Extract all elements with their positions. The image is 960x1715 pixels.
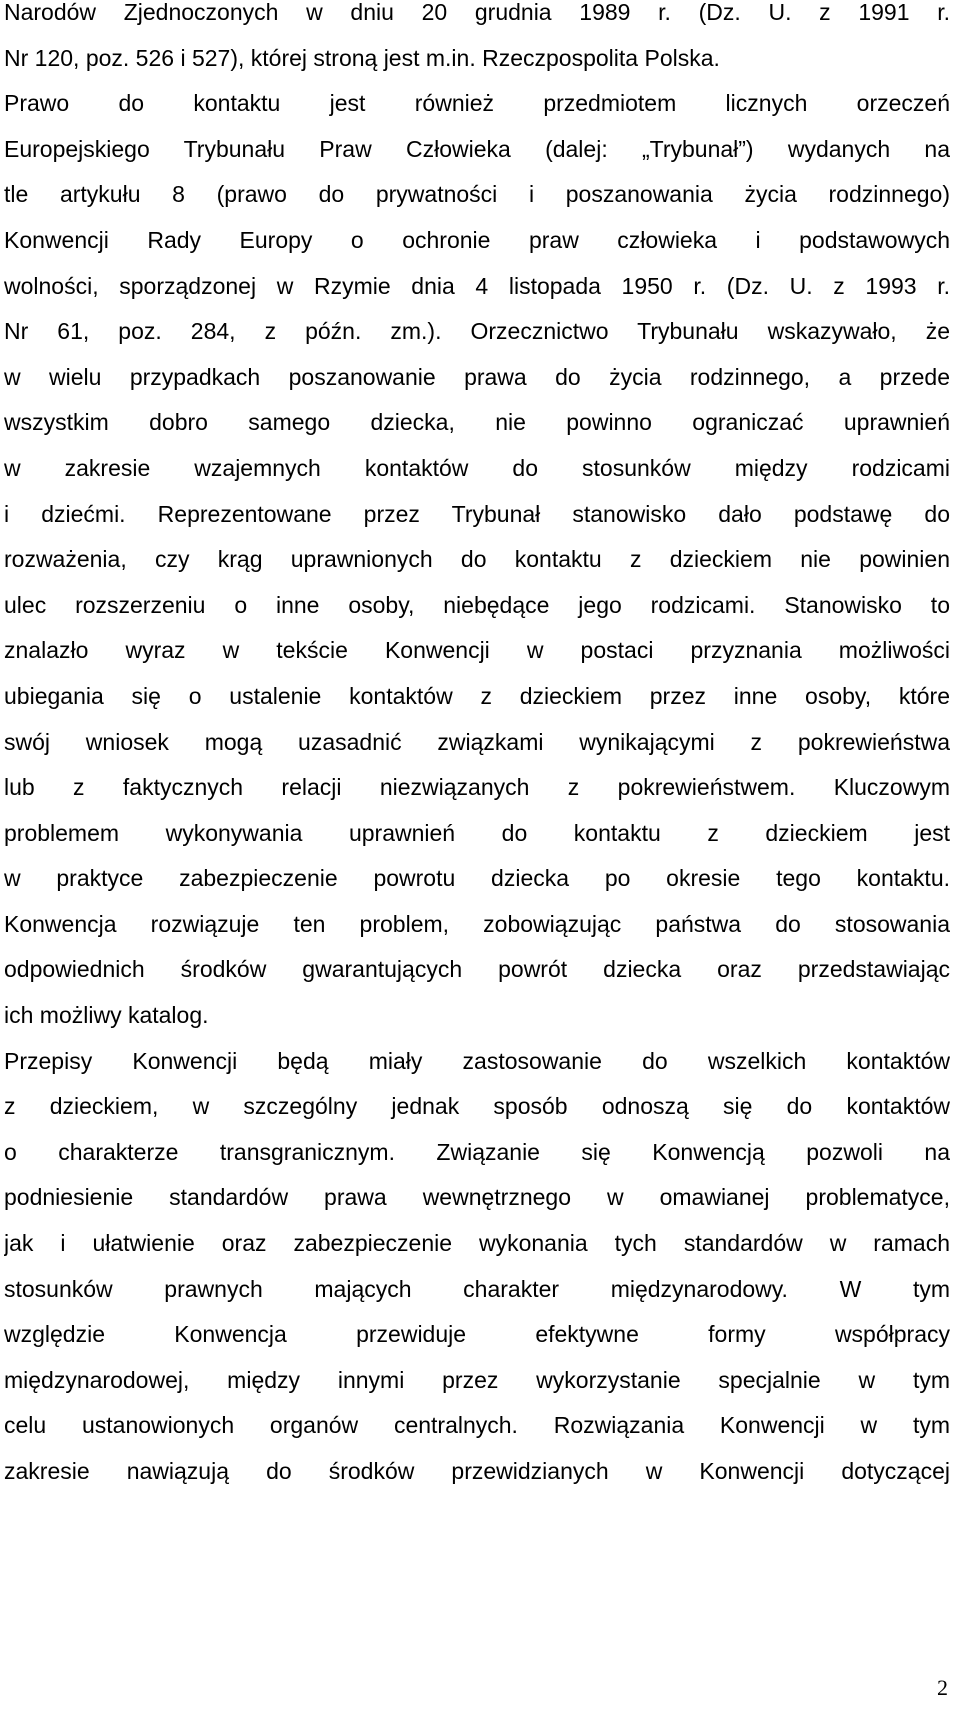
- text-line: znalazło wyraz w tekście Konwencji w postaci przyznania możliwości: [4, 637, 950, 664]
- text-line: wolności, sporządzonej w Rzymie dnia 4 listopada 1950 r. (Dz. U. z 1993 r.: [4, 272, 950, 299]
- text-line: w zakresie wzajemnych kontaktów do stosunków między rodzicami: [4, 454, 950, 481]
- text-line: ulec rozszerzeniu o inne osoby, niebędące jego rodzicami. Stanowisko to: [4, 591, 950, 618]
- text-line: podniesienie standardów prawa wewnętrznego w omawianej problematyce,: [4, 1184, 950, 1211]
- text-line: odpowiednich środków gwarantujących powrót dziecka oraz przedstawiając: [4, 956, 950, 983]
- text-line: stosunków prawnych mających charakter międzynarodowy. W tym: [4, 1275, 950, 1302]
- text-line: ich możliwy katalog.: [4, 1002, 209, 1029]
- body-text: [4, 0, 950, 1495]
- text-line: Narodów Zjednoczonych w dniu 20 grudnia 1989 r. (Dz. U. z 1991 r.: [4, 0, 950, 25]
- text-line: z dzieckiem, w szczególny jednak sposób odnoszą się do kontaktów: [4, 1093, 950, 1120]
- text-line: Konwencja rozwiązuje ten problem, zobowiązując państwa do stosowania: [4, 910, 950, 937]
- text-line: ubiegania się o ustalenie kontaktów z dzieckiem przez inne osoby, które: [4, 682, 950, 709]
- text-line: Nr 120, poz. 526 i 527), której stroną jest m.in. Rzeczpospolita Polska.: [4, 44, 720, 71]
- text-line: Nr 61, poz. 284, z późn. zm.). Orzecznictwo Trybunału wskazywało, że: [4, 318, 950, 345]
- text-line: o charakterze transgranicznym. Związanie się Konwencją pozwoli na: [4, 1138, 950, 1165]
- text-line: lub z faktycznych relacji niezwiązanych z pokrewieństwem. Kluczowym: [4, 774, 950, 801]
- text-line: w wielu przypadkach poszanowanie prawa do życia rodzinnego, a przede: [4, 363, 950, 390]
- text-line: Europejskiego Trybunału Praw Człowieka (dalej: „Trybunał”) wydanych na: [4, 135, 950, 162]
- text-line: Przepisy Konwencji będą miały zastosowanie do wszelkich kontaktów: [4, 1047, 950, 1074]
- text-line: problemem wykonywania uprawnień do kontaktu z dzieckiem jest: [4, 819, 950, 846]
- text-line: rozważenia, czy krąg uprawnionych do kontaktu z dzieckiem nie powinien: [4, 546, 950, 573]
- text-line: jak i ułatwienie oraz zabezpieczenie wykonania tych standardów w ramach: [4, 1230, 950, 1257]
- text-line: zakresie nawiązują do środków przewidzianych w Konwencji dotyczącej: [4, 1458, 950, 1484]
- page-number: 2: [937, 1675, 948, 1700]
- text-line: Konwencji Rady Europy o ochronie praw człowieka i podstawowych: [4, 226, 950, 253]
- text-line: Prawo do kontaktu jest również przedmiotem licznych orzeczeń: [4, 90, 950, 117]
- text-line: i dziećmi. Reprezentowane przez Trybunał stanowisko dało podstawę do: [4, 500, 950, 527]
- text-line: tle artykułu 8 (prawo do prywatności i poszanowania życia rodzinnego): [4, 181, 950, 208]
- text-line: wszystkim dobro samego dziecka, nie powinno ograniczać uprawnień: [4, 409, 950, 436]
- text-line: celu ustanowionych organów centralnych. Rozwiązania Konwencji w tym: [4, 1412, 950, 1439]
- text-line: swój wniosek mogą uzasadnić związkami wynikającymi z pokrewieństwa: [4, 728, 950, 755]
- text-line: w praktyce zabezpieczenie powrotu dziecka po okresie tego kontaktu.: [4, 865, 950, 892]
- text-line: względzie Konwencja przewiduje efektywne formy współpracy: [4, 1321, 950, 1348]
- text-line: międzynarodowej, między innymi przez wykorzystanie specjalnie w tym: [4, 1366, 950, 1393]
